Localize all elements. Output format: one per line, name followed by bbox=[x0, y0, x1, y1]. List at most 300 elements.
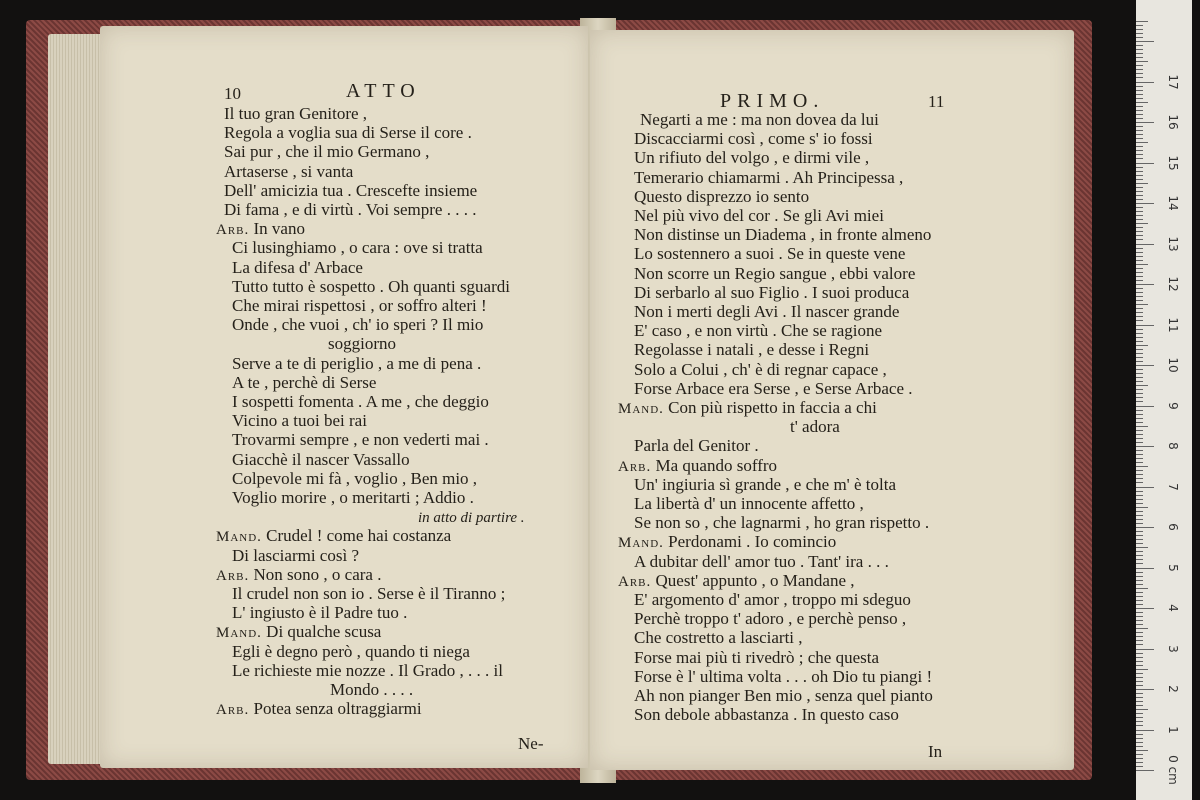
ruler-tick bbox=[1136, 482, 1143, 483]
text-line bbox=[634, 129, 873, 148]
text-line bbox=[418, 507, 525, 528]
ruler-tick bbox=[1136, 669, 1148, 670]
verse-text: Di qualche scusa bbox=[266, 622, 382, 642]
ruler-tick bbox=[1136, 563, 1143, 564]
ruler-tick bbox=[1136, 90, 1143, 91]
ruler-label: 6 bbox=[1166, 523, 1180, 531]
text-line bbox=[634, 302, 899, 321]
text-line bbox=[634, 552, 889, 571]
ruler-tick bbox=[1136, 649, 1154, 650]
ruler-tick bbox=[1136, 239, 1143, 240]
verse-text: Regolasse i natali , e desse i Regni bbox=[634, 340, 870, 360]
speaker-label: Mand. bbox=[216, 625, 262, 642]
ruler-tick bbox=[1136, 154, 1143, 155]
ruler-tick bbox=[1136, 397, 1143, 398]
ruler-tick bbox=[1136, 300, 1143, 301]
ruler-label: 8 bbox=[1166, 442, 1180, 450]
ruler-tick bbox=[1136, 353, 1143, 354]
ruler-tick bbox=[1136, 446, 1154, 447]
verse-text: Il tuo gran Genitore , bbox=[224, 104, 368, 123]
ruler-tick bbox=[1136, 555, 1143, 556]
ruler-tick bbox=[1136, 349, 1143, 350]
ruler-label: 11 bbox=[1166, 316, 1180, 333]
verse-text: Non sono , o cara . bbox=[253, 564, 382, 584]
ruler-label: 9 bbox=[1166, 401, 1180, 410]
verse-text: Sai pur , che il mio Germano , bbox=[224, 142, 430, 162]
ruler-tick bbox=[1136, 572, 1143, 573]
ruler-tick bbox=[1136, 69, 1143, 70]
ruler-tick bbox=[1136, 381, 1143, 382]
text-line bbox=[634, 436, 759, 455]
verse-text: Il crudel non son io . Serse è il Tiranno ; bbox=[232, 584, 506, 603]
verse-text: Che costretto a lasciarti , bbox=[634, 628, 803, 648]
speaker-label: Arb. bbox=[216, 567, 250, 584]
verse-text: La difesa d' Arbace bbox=[232, 257, 363, 277]
verse-text: I sospetti fomenta . A me , che deggio bbox=[232, 392, 489, 411]
text-line bbox=[224, 181, 477, 200]
verse-text: A dubitar dell' amor tuo . Tant' ira . . . bbox=[634, 551, 889, 571]
verse-text: Ma quando soffro bbox=[655, 455, 778, 475]
verse-text: Crudel ! come hai costanza bbox=[266, 526, 452, 546]
ruler-tick bbox=[1136, 762, 1143, 763]
ruler-tick bbox=[1136, 697, 1143, 698]
speaker-label: Mand. bbox=[216, 529, 262, 546]
ruler-tick bbox=[1136, 592, 1143, 593]
ruler-tick bbox=[1136, 568, 1154, 569]
verse-text: Artaserse , si vanta bbox=[224, 161, 354, 181]
ruler-tick bbox=[1136, 458, 1143, 459]
ruler-tick bbox=[1136, 94, 1143, 95]
ruler-tick bbox=[1136, 474, 1143, 475]
verse-text: Se non so , che lagnarmi , ho gran rispetto . bbox=[634, 513, 930, 533]
ruler-tick bbox=[1136, 284, 1154, 285]
ruler-tick bbox=[1136, 478, 1143, 479]
ruler-tick bbox=[1136, 264, 1148, 265]
ruler-tick bbox=[1136, 187, 1143, 188]
ruler-tick bbox=[1136, 406, 1154, 407]
text-line bbox=[232, 411, 367, 430]
ruler-tick bbox=[1136, 231, 1143, 232]
verse-text: soggiorno bbox=[328, 334, 396, 354]
ruler-tick bbox=[1136, 207, 1143, 208]
ruler-tick bbox=[1136, 535, 1143, 536]
ruler-tick bbox=[1136, 657, 1143, 658]
text-line bbox=[790, 417, 840, 436]
verse-text: Quest' appunto , o Mandane , bbox=[655, 570, 855, 590]
ruler-tick bbox=[1136, 766, 1143, 767]
ruler-tick bbox=[1136, 624, 1143, 625]
text-line bbox=[634, 360, 887, 379]
ruler-tick bbox=[1136, 746, 1143, 747]
ruler-tick bbox=[1136, 422, 1143, 423]
ruler-tick bbox=[1136, 146, 1143, 147]
ruler-tick bbox=[1136, 248, 1143, 249]
verse-text: Perchè troppo t' adoro , e perchè penso , bbox=[634, 609, 907, 629]
ruler-tick bbox=[1136, 539, 1143, 540]
ruler-label: 13 bbox=[1166, 235, 1180, 252]
verse-text: Con più rispetto in faccia a chi bbox=[668, 398, 877, 417]
verse-text: La libertà d' un innocente affetto , bbox=[634, 494, 864, 513]
ruler-tick bbox=[1136, 491, 1143, 492]
ruler-tick bbox=[1136, 150, 1143, 151]
ruler-tick bbox=[1136, 345, 1148, 346]
text-line bbox=[232, 258, 363, 277]
text-line bbox=[634, 340, 869, 359]
verse-text: Nel più vivo del cor . Se gli Avi miei bbox=[634, 206, 884, 225]
ruler-tick bbox=[1136, 308, 1143, 309]
speaker-label: Arb. bbox=[618, 458, 652, 475]
ruler-tick bbox=[1136, 33, 1143, 34]
ruler-tick bbox=[1136, 507, 1148, 508]
verse-text: Vicino a tuoi bei rai bbox=[232, 411, 367, 431]
verse-text: Son debole abbastanza . In questo caso bbox=[634, 705, 899, 725]
ruler-tick bbox=[1136, 612, 1143, 613]
ruler-tick bbox=[1136, 235, 1143, 236]
text-line bbox=[634, 648, 879, 667]
text-line bbox=[634, 609, 906, 628]
text-line bbox=[618, 571, 855, 592]
ruler-tick bbox=[1136, 701, 1143, 702]
verse-text: Solo a Colui , ch' è di regnar capace , bbox=[634, 359, 887, 379]
ruler-tick bbox=[1136, 252, 1143, 253]
ruler-tick bbox=[1136, 37, 1143, 38]
ruler-tick bbox=[1136, 106, 1143, 107]
text-line bbox=[634, 148, 869, 167]
ruler-tick bbox=[1136, 223, 1148, 224]
verse-text: Voglio morire , o meritarti ; Addio . bbox=[232, 488, 474, 507]
ruler-tick bbox=[1136, 365, 1154, 366]
ruler-tick bbox=[1136, 754, 1143, 755]
ruler-tick bbox=[1136, 288, 1143, 289]
ruler-tick bbox=[1136, 596, 1143, 597]
ruler-tick bbox=[1136, 325, 1154, 326]
verse-text: Un' ingiuria sì grande , e che m' è tolta bbox=[634, 474, 896, 494]
ruler-tick bbox=[1136, 503, 1143, 504]
text-line bbox=[634, 321, 882, 340]
ruler-label: 14 bbox=[1166, 195, 1180, 211]
verse-text: Egli è degno però , quando ti niega bbox=[232, 641, 470, 661]
ruler-tick bbox=[1136, 689, 1154, 690]
ruler-tick bbox=[1136, 730, 1154, 731]
ruler-tick bbox=[1136, 102, 1148, 103]
ruler-tick bbox=[1136, 377, 1143, 378]
ruler-tick bbox=[1136, 25, 1143, 26]
ruler-tick bbox=[1136, 738, 1143, 739]
verse-text: L' ingiusto è il Padre tuo . bbox=[232, 603, 408, 623]
speaker-label: Arb. bbox=[216, 702, 250, 719]
ruler-tick bbox=[1136, 65, 1143, 66]
ruler-tick bbox=[1136, 600, 1143, 601]
text-line bbox=[640, 110, 879, 129]
verse-text: Forse mai più ti rivedrò ; che questa bbox=[634, 647, 880, 667]
ruler-label: 15 bbox=[1166, 154, 1180, 171]
measuring-ruler bbox=[1136, 0, 1192, 800]
ruler-tick bbox=[1136, 199, 1143, 200]
ruler-tick bbox=[1136, 280, 1143, 281]
ruler-tick bbox=[1136, 466, 1148, 467]
ruler-tick bbox=[1136, 547, 1148, 548]
text-line bbox=[232, 642, 470, 661]
ruler-tick bbox=[1136, 272, 1143, 273]
ruler-tick bbox=[1136, 361, 1143, 362]
ruler-tick bbox=[1136, 57, 1143, 58]
text-line bbox=[634, 264, 915, 283]
ruler-tick bbox=[1136, 438, 1143, 439]
ruler-label: 16 bbox=[1166, 114, 1180, 130]
ruler-tick bbox=[1136, 260, 1143, 261]
page-number: 11 bbox=[928, 92, 945, 111]
ruler-tick bbox=[1136, 227, 1143, 228]
text-line bbox=[634, 206, 884, 225]
ruler-tick bbox=[1136, 462, 1143, 463]
verse-text: Di serbarlo al suo Figlio . I suoi produca bbox=[634, 282, 910, 302]
running-head: ATTO bbox=[346, 80, 421, 102]
verse-text: In vano bbox=[253, 219, 305, 239]
ruler-tick bbox=[1136, 337, 1143, 338]
ruler-tick bbox=[1136, 426, 1148, 427]
ruler-tick bbox=[1136, 454, 1143, 455]
ruler-tick bbox=[1136, 616, 1143, 617]
ruler-tick bbox=[1136, 191, 1143, 192]
ruler-tick bbox=[1136, 588, 1148, 589]
text-line bbox=[232, 392, 489, 411]
text-line bbox=[216, 565, 381, 586]
ruler-tick bbox=[1136, 620, 1143, 621]
ruler-tick bbox=[1136, 114, 1143, 115]
speaker-label: Mand. bbox=[618, 535, 664, 552]
verse-text: Ah non pianger Ben mio , senza quel pianto bbox=[634, 686, 933, 705]
ruler-label: 2 bbox=[1166, 685, 1180, 693]
verse-text: Onde , che vuoi , ch' io speri ? Il mio bbox=[232, 315, 484, 335]
ruler-tick bbox=[1136, 721, 1143, 722]
ruler-tick bbox=[1136, 713, 1143, 714]
ruler-tick bbox=[1136, 86, 1143, 87]
ruler-tick bbox=[1136, 608, 1154, 609]
ruler-tick bbox=[1136, 418, 1143, 419]
ruler-tick bbox=[1136, 584, 1143, 585]
ruler-tick bbox=[1136, 487, 1154, 488]
verse-text: Un rifiuto del volgo , e dirmi vile , bbox=[634, 148, 870, 168]
verse-text: Giacchè il nascer Vassallo bbox=[232, 449, 410, 469]
ruler-tick bbox=[1136, 531, 1143, 532]
ruler-tick bbox=[1136, 673, 1143, 674]
ruler-tick bbox=[1136, 215, 1143, 216]
ruler-tick bbox=[1136, 316, 1143, 317]
ruler-label: 0 cm bbox=[1166, 755, 1180, 785]
ruler-tick bbox=[1136, 470, 1143, 471]
ruler-label: 10 bbox=[1166, 357, 1180, 373]
verse-text: Lo sostennero a suoi . Se in queste vene bbox=[634, 244, 906, 264]
running-head: PRIMO. bbox=[720, 90, 825, 112]
text-line bbox=[634, 379, 913, 398]
ruler-tick bbox=[1136, 171, 1143, 172]
text-line bbox=[216, 219, 305, 240]
verse-text: Di lasciarmi così ? bbox=[232, 545, 359, 565]
verse-text: Forse Arbace era Serse , e Serse Arbace . bbox=[634, 378, 913, 398]
ruler-tick bbox=[1136, 519, 1143, 520]
text-line bbox=[232, 469, 477, 488]
text-line bbox=[328, 334, 396, 353]
text-line bbox=[634, 244, 905, 263]
ruler-tick bbox=[1136, 61, 1148, 62]
ruler-tick bbox=[1136, 49, 1143, 50]
ruler-tick bbox=[1136, 430, 1143, 431]
ruler-tick bbox=[1136, 410, 1143, 411]
ruler-tick bbox=[1136, 175, 1143, 176]
ruler-tick bbox=[1136, 158, 1143, 159]
ruler-tick bbox=[1136, 122, 1154, 123]
ruler-tick bbox=[1136, 734, 1143, 735]
text-line bbox=[224, 162, 353, 181]
ruler-tick bbox=[1136, 543, 1143, 544]
ruler-tick bbox=[1136, 53, 1143, 54]
text-line bbox=[618, 532, 836, 553]
text-line bbox=[232, 603, 407, 622]
text-line bbox=[232, 354, 481, 373]
ruler-tick bbox=[1136, 329, 1143, 330]
text-line bbox=[232, 450, 410, 469]
ruler-tick bbox=[1136, 333, 1143, 334]
ruler-tick bbox=[1136, 559, 1143, 560]
ruler-tick bbox=[1136, 523, 1143, 524]
ruler-tick bbox=[1136, 632, 1143, 633]
ruler-label: 17 bbox=[1166, 73, 1180, 90]
ruler-tick bbox=[1136, 268, 1143, 269]
text-line bbox=[634, 225, 931, 244]
ruler-tick bbox=[1136, 341, 1143, 342]
verse-text: Parla del Genitor . bbox=[634, 436, 759, 456]
ruler-tick bbox=[1136, 373, 1143, 374]
ruler-tick bbox=[1136, 77, 1143, 78]
text-line bbox=[224, 104, 367, 123]
ruler-tick bbox=[1136, 126, 1143, 127]
text-line bbox=[232, 661, 503, 680]
verse-text: Temerario chiamarmi . Ah Principessa , bbox=[634, 167, 904, 187]
ruler-tick bbox=[1136, 73, 1143, 74]
ruler-tick bbox=[1136, 628, 1148, 629]
ruler-tick bbox=[1136, 442, 1143, 443]
text-line bbox=[330, 680, 413, 699]
verse-text: E' caso , e non virtù . Che se ragione bbox=[634, 321, 883, 341]
verse-text: E' argomento d' amor , troppo mi sdeguo bbox=[634, 590, 911, 609]
ruler-tick bbox=[1136, 576, 1143, 577]
ruler-tick bbox=[1136, 29, 1143, 30]
text-line bbox=[634, 168, 903, 187]
ruler-tick bbox=[1136, 134, 1143, 135]
text-line bbox=[216, 526, 451, 547]
text-line bbox=[634, 590, 911, 609]
verse-text: Non scorre un Regio sangue , ebbi valore bbox=[634, 263, 916, 283]
catchword: Ne- bbox=[518, 734, 544, 753]
verse-text: Discacciarmi così , come s' io fossi bbox=[634, 129, 873, 149]
stage-direction: in atto di partire . bbox=[418, 510, 525, 527]
ruler-tick bbox=[1136, 98, 1143, 99]
ruler-tick bbox=[1136, 292, 1143, 293]
ruler-tick bbox=[1136, 580, 1143, 581]
verse-text: Trovarmi sempre , e non vederti mai . bbox=[232, 430, 489, 450]
verse-text: Forse è l' ultima volta . . . oh Dio tu piangi ! bbox=[634, 666, 933, 686]
ruler-tick bbox=[1136, 709, 1148, 710]
ruler-tick bbox=[1136, 21, 1148, 22]
ruler-tick bbox=[1136, 450, 1143, 451]
ruler-tick bbox=[1136, 110, 1143, 111]
ruler-tick bbox=[1136, 369, 1143, 370]
ruler-label: 1 bbox=[1166, 725, 1180, 734]
ruler-tick bbox=[1136, 677, 1143, 678]
ruler-tick bbox=[1136, 758, 1143, 759]
ruler-tick bbox=[1136, 385, 1148, 386]
text-line bbox=[618, 398, 877, 419]
ruler-tick bbox=[1136, 685, 1143, 686]
text-line bbox=[634, 686, 933, 705]
left-page bbox=[100, 26, 588, 768]
ruler-tick bbox=[1136, 276, 1143, 277]
text-line bbox=[634, 705, 899, 724]
ruler-tick bbox=[1136, 357, 1143, 358]
ruler-label: 12 bbox=[1166, 276, 1180, 292]
text-line bbox=[634, 667, 932, 686]
verse-text: Non distinse un Diadema , in fronte almeno bbox=[634, 225, 932, 245]
ruler-tick bbox=[1136, 495, 1143, 496]
ruler-tick bbox=[1136, 653, 1143, 654]
text-line bbox=[224, 142, 429, 161]
ruler-tick bbox=[1136, 45, 1143, 46]
verse-text: Ci lusinghiamo , o cara : ove si tratta bbox=[232, 238, 483, 258]
text-line bbox=[232, 584, 505, 603]
verse-text: Questo disprezzo io sento bbox=[634, 186, 810, 206]
text-line bbox=[634, 283, 909, 302]
ruler-tick bbox=[1136, 527, 1154, 528]
text-line bbox=[232, 488, 474, 507]
ruler-tick bbox=[1136, 644, 1143, 645]
page-edges bbox=[48, 34, 104, 764]
ruler-tick bbox=[1136, 167, 1143, 168]
ruler-tick bbox=[1136, 304, 1148, 305]
ruler-tick bbox=[1136, 163, 1154, 164]
speaker-label: Arb. bbox=[618, 573, 652, 590]
ruler-tick bbox=[1136, 414, 1143, 415]
text-line bbox=[216, 622, 381, 643]
speaker-label: Arb. bbox=[216, 222, 250, 239]
ruler-tick bbox=[1136, 742, 1143, 743]
verse-text: Le richieste mie nozze . Il Grado , . . . il bbox=[232, 660, 503, 680]
text-line bbox=[634, 513, 929, 532]
ruler-tick bbox=[1136, 717, 1143, 718]
ruler-tick bbox=[1136, 138, 1143, 139]
verse-text: Non i merti degli Avi . Il nascer grande bbox=[634, 302, 900, 321]
text-line bbox=[232, 315, 483, 334]
ruler-tick bbox=[1136, 393, 1143, 394]
verse-text: Colpevole mi fà , voglio , Ben mio , bbox=[232, 468, 478, 488]
text-line bbox=[224, 123, 472, 142]
ruler-tick bbox=[1136, 118, 1143, 119]
ruler-tick bbox=[1136, 179, 1143, 180]
verse-text: Mondo . . . . bbox=[330, 680, 414, 699]
text-line bbox=[634, 187, 809, 206]
ruler-tick bbox=[1136, 195, 1143, 196]
ruler-label: 5 bbox=[1166, 563, 1180, 572]
ruler-tick bbox=[1136, 725, 1143, 726]
ruler-tick bbox=[1136, 82, 1154, 83]
ruler-tick bbox=[1136, 661, 1143, 662]
ruler-tick bbox=[1136, 219, 1143, 220]
text-line bbox=[224, 200, 476, 219]
verse-text: Tutto tutto è sospetto . Oh quanti sguardi bbox=[232, 276, 510, 296]
ruler-tick bbox=[1136, 320, 1143, 321]
text-line bbox=[232, 546, 359, 565]
ruler-tick bbox=[1136, 244, 1154, 245]
verse-text: Di fama , e di virtù . Voi sempre . . . . bbox=[224, 200, 477, 219]
